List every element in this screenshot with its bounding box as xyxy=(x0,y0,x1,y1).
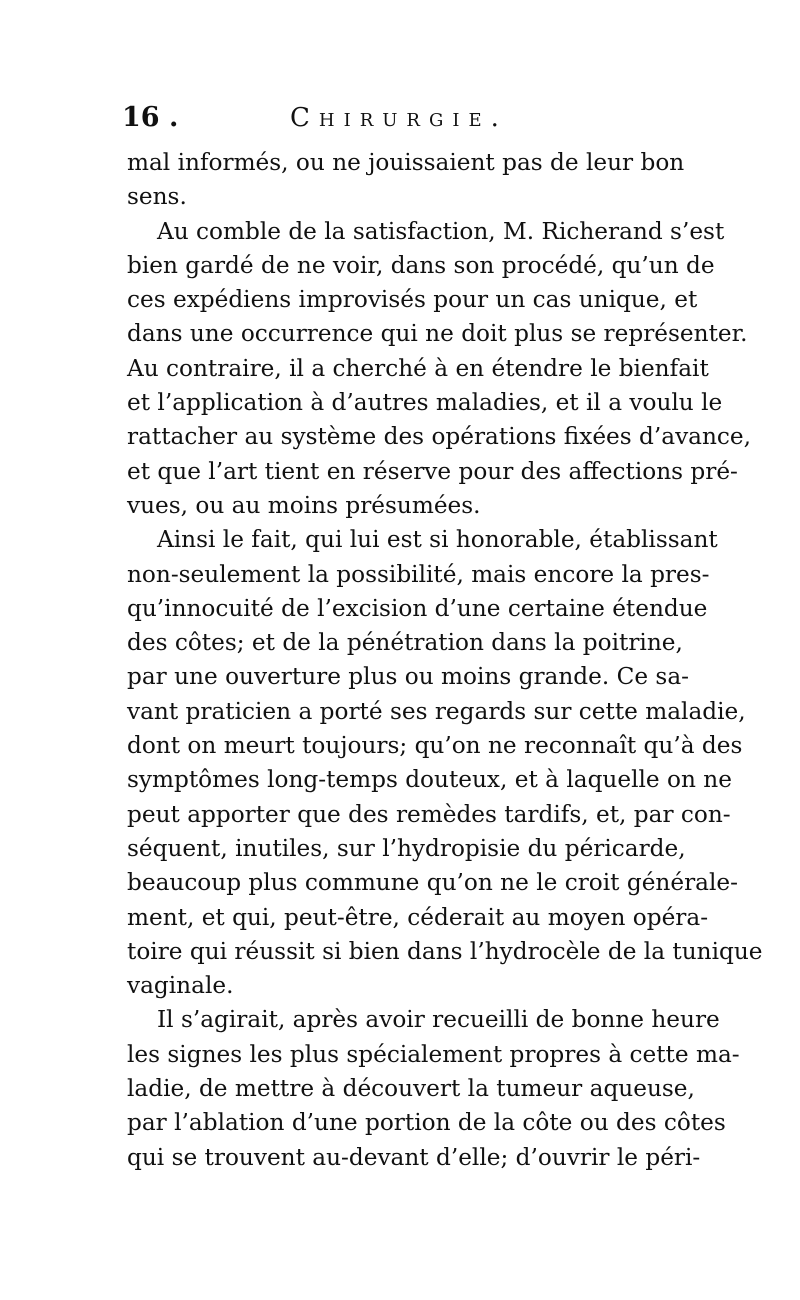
text-line: séquent, inutiles, sur l’hydropisie du péricarde, xyxy=(127,834,686,862)
text-line: sens. xyxy=(127,183,187,211)
text-line: symptômes long-temps douteux, et à laquelle on ne xyxy=(127,766,732,794)
body-text xyxy=(127,146,763,1175)
text-line: par une ouverture plus ou moins grande. Ce sa- xyxy=(127,663,689,691)
text-line: des côtes; et de la pénétration dans la poitrine, xyxy=(127,629,683,657)
text-line: rattacher au système des opérations fixées d’avance, xyxy=(127,423,752,451)
text-line: beaucoup plus commune qu’on ne le croit générale- xyxy=(127,869,738,897)
text-line: ces expédiens improvisés pour un cas unique, et xyxy=(127,286,698,314)
text-line: les signes les plus spécialement propres à cette ma- xyxy=(127,1040,740,1068)
page-number: 16 . xyxy=(122,102,179,133)
text-line: bien gardé de ne voir, dans son procédé, qu’un de xyxy=(127,251,715,279)
text-line: Il s’agirait, après avoir recueilli de bonne heure xyxy=(157,1006,720,1034)
text-line: non-seulement la possibilité, mais encore la pres- xyxy=(127,560,710,588)
text-line: Ainsi le fait, qui lui est si honorable, établissant xyxy=(157,526,718,554)
text-line: toire qui réussit si bien dans l’hydrocèle de la tunique xyxy=(127,937,763,965)
text-line: qu’innocuité de l’excision d’une certaine étendue xyxy=(127,594,708,622)
text-line: peut apporter que des remèdes tardifs, et, par con- xyxy=(127,800,731,828)
text-line: ladie, de mettre à découvert la tumeur aqueuse, xyxy=(127,1075,695,1103)
text-line: et que l’art tient en réserve pour des affections pré- xyxy=(127,457,738,485)
text-line: Au contraire, il a cherché à en étendre le bienfait xyxy=(127,354,709,382)
text-line: dont on meurt toujours; qu’on ne reconnaît qu’à des xyxy=(127,732,743,760)
text-line: Au comble de la satisfaction, M. Richerand s’est xyxy=(157,217,725,245)
running-head-title: Chirurgie. xyxy=(290,103,508,133)
text-line: vant praticien a porté ses regards sur cette maladie, xyxy=(127,697,746,725)
text-line: vaginale. xyxy=(127,972,234,1000)
text-line: vues, ou au moins présumées. xyxy=(127,491,481,519)
text-line: et l’application à d’autres maladies, et il a voulu le xyxy=(127,389,723,417)
text-line: dans une occurrence qui ne doit plus se représenter. xyxy=(127,320,748,348)
text-line: mal informés, ou ne jouissaient pas de leur bon xyxy=(127,149,685,176)
text-line: ment, et qui, peut-être, céderait au moyen opéra- xyxy=(127,903,709,931)
text-line: qui se trouvent au-devant d’elle; d’ouvrir le péri- xyxy=(127,1143,701,1171)
text-line: par l’ablation d’une portion de la côte ou des côtes xyxy=(127,1109,726,1137)
running-head xyxy=(122,100,682,140)
